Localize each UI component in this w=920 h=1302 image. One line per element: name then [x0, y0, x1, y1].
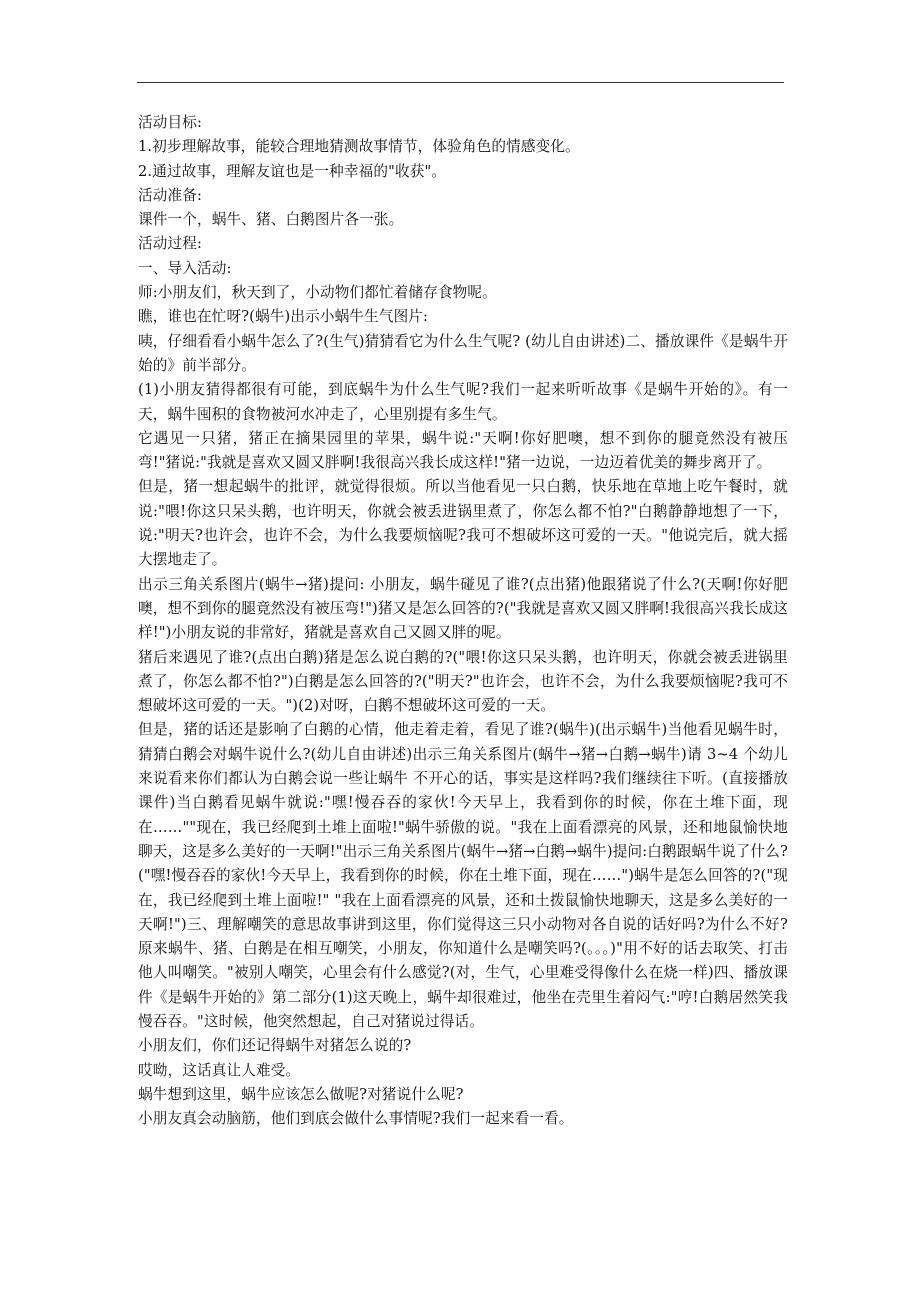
goal-item-1: 1.初步理解故事，能较合理地猜测故事情节，体验角色的情感变化。: [138, 138, 580, 156]
header-rule: [137, 82, 784, 83]
paragraph: 师:小朋友们，秋天到了，小动物们都忙着储存食物呢。: [138, 284, 497, 302]
paragraph: 但是，猪一想起蜗牛的批评，就觉得很烦。所以当他看见一只白鹅，快乐地在草地上吃午餐时，就说:"喂!你这只呆头鹅，也许明天，你就会被丢进锅里煮了，你怎么都不怕?"白鹅静静地想了一下，说:"明天?也许会，也许不会，为什么我要烦恼呢?我可不想破坏这可爱的一天。"他说完后，就大摇大摆地走了。: [138, 478, 788, 569]
paragraph: 它遇见一只猪，猪正在摘果园里的苹果，蜗牛说:"天啊!你好肥噢，想不到你的腿竟然没有被压弯!"猪说:"我就是喜欢又圆又胖啊!我很高兴我长成这样!"猪一边说，一边迈着优美的舞步离开了。: [138, 429, 788, 472]
paragraph: 猪后来遇见了谁?(点出白鹅)猪是怎么说白鹅的?("喂!你这只呆头鹅，也许明天，你就会被丢进锅里煮了，你怎么都不怕?")白鹅是怎么回答的?("明天?"也许会，也许不会，为什么我要烦恼呢?我可不想破坏这可爱的一天。")(2)对呀，白鹅不想破坏这可爱的一天。: [138, 648, 788, 715]
heading-process: 活动过程:: [138, 235, 203, 253]
paragraph: 小朋友们，你们还记得蜗牛对猪怎么说的?: [138, 1037, 412, 1055]
paragraph: 出示三角关系图片(蜗牛→猪)提问: 小朋友，蜗牛碰见了谁?(点出猪)他跟猪说了什么?(天啊!你好肥噢，想不到你的腿竟然没有被压弯!")猪又是怎么回答的?("我就是喜欢又圆又胖啊!我很高兴我长成这样!")小朋友说的非常好，猪就是喜欢自己又圆又胖的呢。: [138, 575, 788, 642]
paragraph: 但是，猪的话还是影响了白鹅的心情，他走着走着，看见了谁?(蜗牛)(出示蜗牛)当他看见蜗牛时，猜猜白鹅会对蜗牛说什么?(幼儿自由讲述)出示三角关系图片(蜗牛→猪→白鹅→蜗牛)请 3~4 个幼儿来说看来你们都认为白鹅会说一些让蜗牛 不开心的话，事实是这样吗?我们继续往下听。(直接播放课件)当白鹅看见蜗牛就说:"嘿!慢吞吞的家伙!今天早上，我看到你的时候，你在土堆下面，现在……""现在，我已经爬到土堆上面啦!"蜗牛骄傲的说。"我在上面看漂亮的风景，还和地鼠愉快地聊天，这是多么美好的一天啊!"出示三角关系图片(蜗牛→猪→白鹅→蜗牛)提问:白鹅跟蜗牛说了什么?("嘿!慢吞吞的家伙!今天早上，我看到你的时候，你在土堆下面，现在……")蜗牛是怎么回答的?("现在，我已经爬到土堆上面啦!" "我在上面看漂亮的风景，还和土拨鼠愉快地聊天，这是多么美好的一天啊!")三、理解嘲笑的意思故事讲到这里，你们觉得这三只小动物对各自说的话好吗?为什么不好?原来蜗牛、猪、白鹅是在相互嘲笑，小朋友，你知道什么是嘲笑吗?(。。。)"用不好的话去取笑、打击他人叫嘲笑。"被别人嘲笑，心里会有什么感觉?(对，生气，心里难受得像什么在烧一样)四、播放课件《是蜗牛开始的》第二部分(1)这天晚上，蜗牛却很难过，他坐在壳里生着闷气:"哼!白鹅居然笑我慢吞吞。"这时候，他突然想起，自己对猪说过得话。: [138, 721, 788, 1030]
heading-goals: 活动目标:: [138, 114, 203, 131]
document-body: [138, 111, 788, 1131]
paragraph: 咦，仔细看看小蜗牛怎么了?(生气)猜猜看它为什么生气呢? (幼儿自由讲述)二、播放课件《是蜗牛开始的》前半部分。: [138, 332, 788, 374]
paragraph: 瞧，谁也在忙呀?(蜗牛)出示小蜗牛生气图片:: [138, 308, 429, 326]
heading-preparation: 活动准备:: [138, 186, 203, 204]
paragraph: 蜗牛想到这里，蜗牛应该怎么做呢?对猪说什么呢?: [138, 1085, 464, 1103]
paragraph: 小朋友真会动脑筋，他们到底会做什么事情呢?我们一起来看一看。: [138, 1110, 574, 1128]
preparation-text: 课件一个，蜗牛、猪、白鹅图片各一张。: [138, 211, 404, 229]
goal-item-2: 2.通过故事，理解友谊也是一种幸福的"收获"。: [138, 162, 447, 180]
paragraph: 哎呦，这话真让人难受。: [138, 1061, 301, 1079]
section-intro-heading: 一、导入活动:: [138, 259, 232, 277]
paragraph: (1)小朋友猜得都很有可能，到底蜗牛为什么生气呢?我们一起来听听故事《是蜗牛开始的》。有一天，蜗牛囤积的食物被河水冲走了，心里别提有多生气。: [138, 381, 788, 423]
